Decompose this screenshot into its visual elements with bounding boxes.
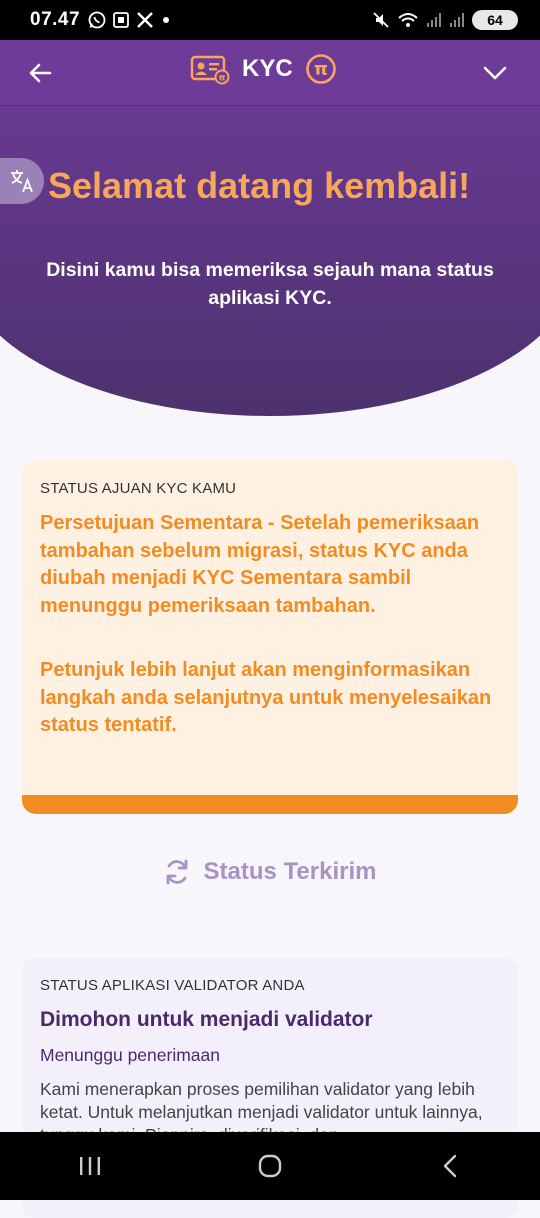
hero-subtitle: Disini kamu bisa memeriksa sejauh mana status aplikasi KYC. (46, 259, 494, 309)
back-icon (438, 1153, 462, 1179)
kyc-status-instruction: Petunjuk lebih lanjut akan menginformasikan langkah anda selanjutnya untuk menyelesaikan status tentatif. (40, 659, 492, 736)
kyc-status-message: Persetujuan Sementara - Setelah pemeriksaan tambahan sebelum migrasi, status KYC anda diubah menjadi KYC Sementara sambil menunggu pemeriksaan tambahan. (40, 512, 480, 617)
navigation-bar (0, 1132, 540, 1200)
app-title-group (190, 53, 337, 85)
home-icon (256, 1152, 284, 1180)
wifi-icon (397, 11, 419, 29)
id-card-icon (190, 53, 230, 85)
back-button[interactable] (420, 1146, 480, 1186)
mute-icon (372, 11, 390, 29)
x-icon (136, 11, 154, 29)
validator-status: Menunggu penerimaan (40, 1045, 220, 1065)
validator-status-label: STATUS APLIKASI VALIDATOR ANDA (40, 977, 305, 994)
status-time: 07.47 (30, 9, 81, 30)
translate-button[interactable] (0, 158, 44, 204)
svg-text:π: π (218, 73, 226, 84)
app-title: KYC (242, 55, 293, 82)
home-button[interactable] (240, 1146, 300, 1186)
status-sent-label: Status Terkirim (203, 858, 377, 885)
kyc-status-card (22, 460, 518, 814)
status-sent-button[interactable] (0, 858, 540, 886)
translate-icon (9, 168, 35, 194)
dot-icon (160, 11, 172, 29)
refresh-icon (164, 858, 190, 886)
chevron-down-icon[interactable] (478, 56, 512, 90)
recent-apps-icon (77, 1154, 103, 1178)
app-bar (0, 40, 540, 106)
signal-icon (449, 11, 465, 29)
signal-icon (426, 11, 442, 29)
kyc-status-bar (22, 795, 518, 814)
back-arrow-icon[interactable] (24, 56, 58, 90)
screenshot-icon (112, 11, 130, 29)
battery-icon (472, 10, 518, 30)
kyc-status-label: STATUS AJUAN KYC KAMU (40, 480, 237, 497)
hero-title: Selamat datang kembali! (48, 165, 471, 206)
recent-apps-button[interactable] (60, 1146, 120, 1186)
whatsapp-icon (88, 11, 106, 29)
svg-text:π: π (313, 59, 328, 80)
battery-level: 64 (487, 12, 503, 28)
pi-coin-icon (305, 53, 337, 85)
status-bar (0, 0, 540, 40)
validator-description: Kami menerapkan proses pemilihan validator yang lebih ketat. Untuk melanjutkan menjadi validator untuk lainnya, (40, 1079, 483, 1122)
validator-title: Dimohon untuk menjadi validator (40, 1008, 373, 1031)
